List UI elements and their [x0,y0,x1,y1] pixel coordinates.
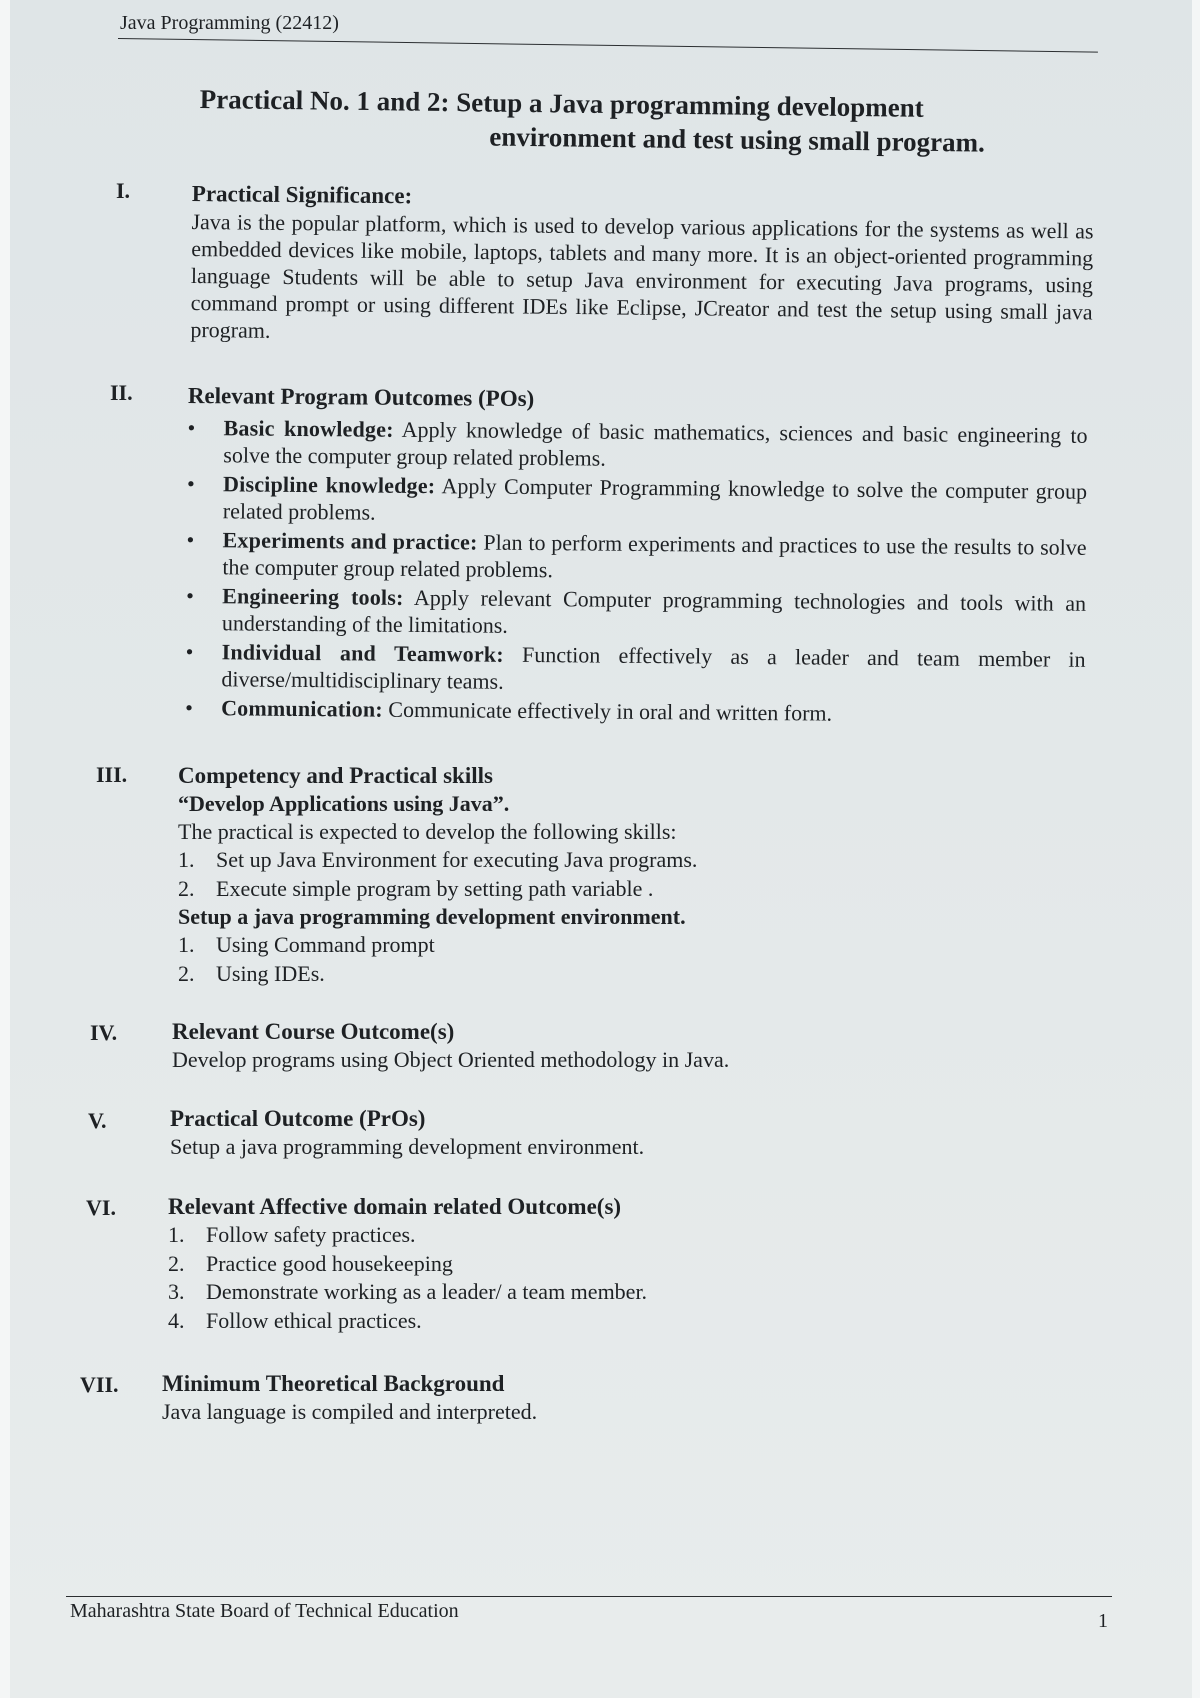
section-5-text: Setup a java programming development environment. [170,1134,645,1159]
section-7-number: VII. [80,1372,119,1397]
title-line-2: environment and test using small program. [489,121,986,158]
section-6 [168,1193,1028,1335]
list-item: • Discipline knowledge: Apply Computer Programming knowledge to solve the computer group related problems. [187,470,1088,525]
page-number: 1 [1098,1610,1108,1632]
list-item: 1. Follow safety practices. [168,1222,416,1247]
list-item: 4. Follow ethical practices. [168,1307,422,1333]
list-item: 2. Practice good housekeeping [168,1250,453,1276]
bullet-icon: • [185,694,193,721]
bullet-icon: • [187,470,195,497]
section-1-title: Practical Significance: [191,180,413,209]
setup-list [178,931,1038,988]
skills-list [178,846,1038,903]
list-item: • Engineering tools: Apply relevant Computer programming technologies and tools with an understanding of the limitations. [186,582,1087,638]
section-7-text: Java language is compiled and interpreted. [162,1399,538,1424]
section-4-text: Develop programs using Object Oriented methodology in Java. [172,1047,730,1072]
section-6-title: Relevant Affective domain related Outcome(s) [168,1194,622,1219]
footer-rule [66,1596,1112,1597]
section-5-number: V. [88,1108,107,1133]
section-5-title: Practical Outcome (PrOs) [170,1106,426,1131]
section-3 [178,762,1038,988]
page-edge-right [1192,0,1200,1698]
affective-outcomes-list [168,1221,1028,1335]
section-3-title: Competency and Practical skills [178,763,493,788]
page-title [199,82,1040,160]
list-item: 1. Using Command prompt [178,932,435,957]
section-1-number: I. [116,178,131,203]
page-edge-left [0,0,10,1698]
section-2 [185,382,1088,731]
list-item: 2. Using IDEs. [178,960,325,986]
section-4-number: IV. [90,1020,118,1045]
section-2-number: II. [110,380,133,405]
bullet-icon: • [187,414,196,441]
section-3-subtitle: “Develop Applications using Java”. [178,791,510,816]
list-item: 3. Demonstrate working as a leader/ a team member. [168,1279,648,1304]
section-7-title: Minimum Theoretical Background [162,1371,505,1396]
section-1-paragraph: Java is the popular platform, which is used to develop various applications for the systems as well as embedded devices like mobile, laptops, tablets and many more. It is an object-oriented programming language Students will be able to setup Java environment for executing Java programs, using command prompt or using different IDEs like Eclipse, JCreator and test the setup using small java program. [190,208,1094,343]
list-item: • Experiments and practice: Plan to perform experiments and practices to use the results to solve the computer group related problems. [186,526,1087,583]
list-item: 1. Set up Java Environment for executing Java programs. [178,847,698,872]
bullet-icon: • [185,638,194,665]
bullet-icon: • [186,582,194,609]
title-line-1: Practical No. 1 and 2: Setup a Java programming development [199,83,924,123]
list-item: 2. Execute simple program by setting path variable . [178,875,654,901]
running-header: Java Programming (22412) [120,12,339,34]
section-3-intro: The practical is expected to develop the following skills: [178,819,677,844]
list-item: • Basic knowledge: Apply knowledge of basic mathematics, sciences and basic engineering to solve the computer group related problems. [187,414,1088,471]
setup-heading: Setup a java programming development environment. [178,904,686,929]
list-item: • Individual and Teamwork: Function effectively as a leader and team member in diverse/multidisciplinary teams. [185,638,1086,694]
list-item: • Communication: Communicate effectively in oral and written form. [185,694,833,726]
bullet-icon: • [186,526,195,553]
section-2-title: Relevant Program Outcomes (POs) [187,382,535,412]
section-4 [172,1018,1032,1074]
section-3-number: III. [96,762,128,787]
section-7 [162,1370,1022,1426]
program-outcomes-list [185,414,1088,729]
section-4-title: Relevant Course Outcome(s) [172,1019,455,1044]
section-5 [170,1105,1030,1161]
footer-board-name: Maharashtra State Board of Technical Education [70,1600,459,1622]
section-1 [190,180,1094,352]
section-6-number: VI. [86,1195,116,1220]
